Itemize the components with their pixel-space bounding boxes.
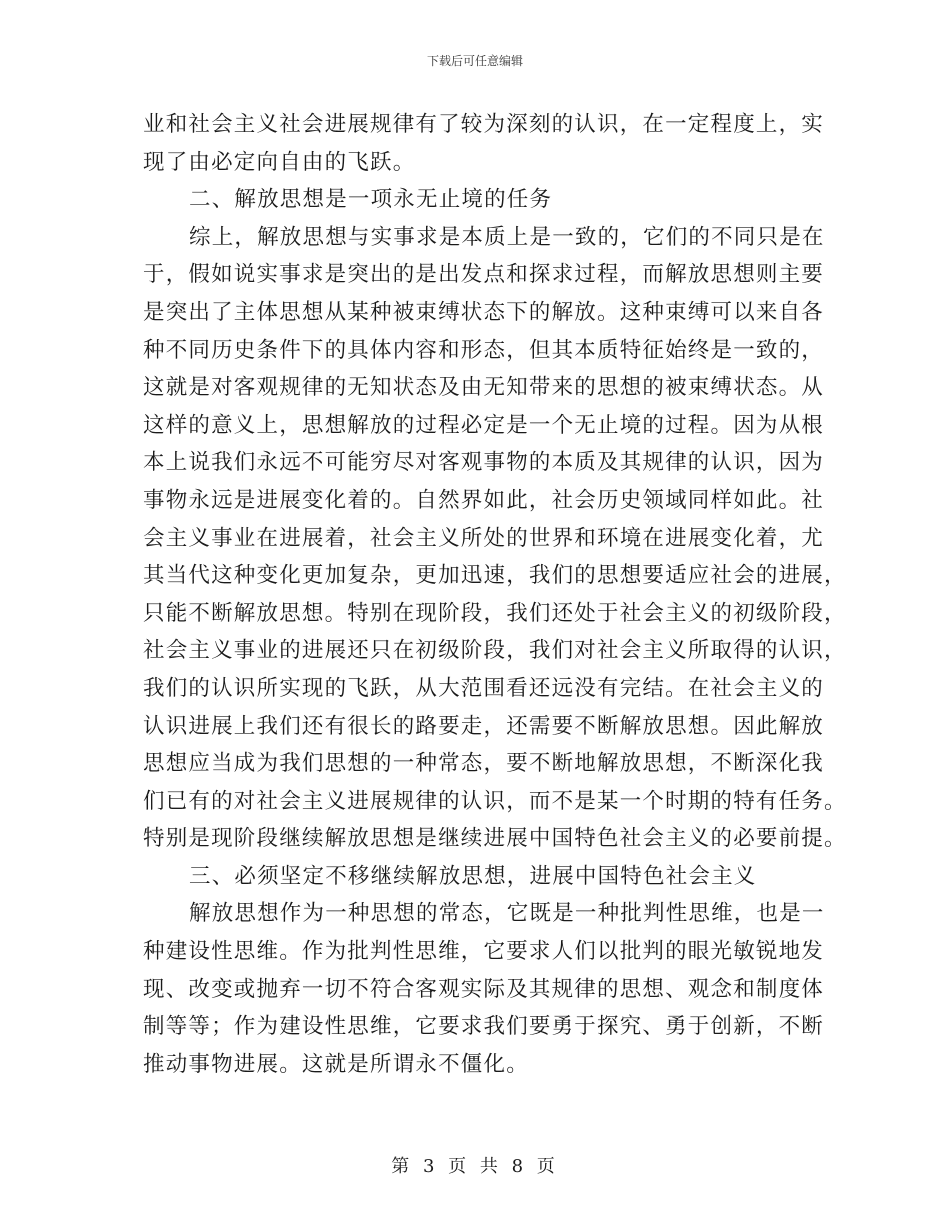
text-line: 思想应当成为我们思想的一种常态，要不断地解放思想，不断深化我 [143,751,825,777]
text-line: 这就是对客观规律的无知状态及由无知带来的思想的被束缚状态。从 [143,375,825,401]
text-line: 于，假如说实事求是突出的是出发点和探求过程，而解放思想则主要 [143,262,825,288]
text-line: 只能不断解放思想。特别在现阶段，我们还处于社会主义的初级阶段， [143,600,847,626]
text-line: 综上，解放思想与实事求是本质上是一致的，它们的不同只是在 [189,224,825,250]
page-header: 下载后可任意编辑 [426,54,523,68]
document-body [143,106,847,1083]
text-line: 社会主义事业的进展还只在初级阶段，我们对社会主义所取得的认识， [143,638,847,664]
text-line: 种不同历史条件下的具体内容和形态，但其本质特征始终是一致的， [143,337,825,363]
text-line: 特别是现阶段继续解放思想是继续进展中国特色社会主义的必要前提。 [143,826,847,852]
text-line: 事物永远是进展变化着的。自然界如此，社会历史领域同样如此。社 [143,487,825,513]
text-line: 是突出了主体思想从某种被束缚状态下的解放。这种束缚可以来自各 [143,299,825,325]
text-line: 推动事物进展。这就是所谓永不僵化。 [143,1051,529,1077]
text-line: 解放思想作为一种思想的常态，它既是一种批判性思维，也是一 [189,901,825,927]
page-number-footer: 第 3 页 共 8 页 [391,1156,559,1177]
text-line: 们已有的对社会主义进展规律的认识，而不是某一个时期的特有任务。 [143,788,847,814]
text-line: 本上说我们永远不可能穷尽对客观事物的本质及其规律的认识，因为 [143,450,825,476]
text-line: 现、改变或抛弃一切不符合客观实际及其规律的思想、观念和制度体 [143,976,825,1002]
text-line: 二、解放思想是一项永无止境的任务 [189,187,553,213]
text-line: 认识进展上我们还有很长的路要走，还需要不断解放思想。因此解放 [143,713,825,739]
text-line: 这样的意义上，思想解放的过程必定是一个无止境的过程。因为从根 [143,412,825,438]
text-line: 我们的认识所实现的飞跃，从大范围看还远没有完结。在社会主义的 [143,675,825,701]
text-line: 业和社会主义社会进展规律有了较为深刻的认识，在一定程度上，实 [143,112,825,137]
text-line: 种建设性思维。作为批判性思维，它要求人们以批判的眼光敏锐地发 [143,939,825,965]
text-line: 现了由必定向自由的飞跃。 [143,149,416,175]
text-line: 其当代这种变化更加复杂，更加迅速，我们的思想要适应社会的进展， [143,563,847,589]
text-line: 三、必须坚定不移继续解放思想，进展中国特色社会主义 [189,863,757,889]
text-line: 会主义事业在进展着，社会主义所处的世界和环境在进展变化着，尤 [143,525,825,551]
text-line: 制等等；作为建设性思维，它要求我们要勇于探究、勇于创新，不断 [143,1014,825,1040]
